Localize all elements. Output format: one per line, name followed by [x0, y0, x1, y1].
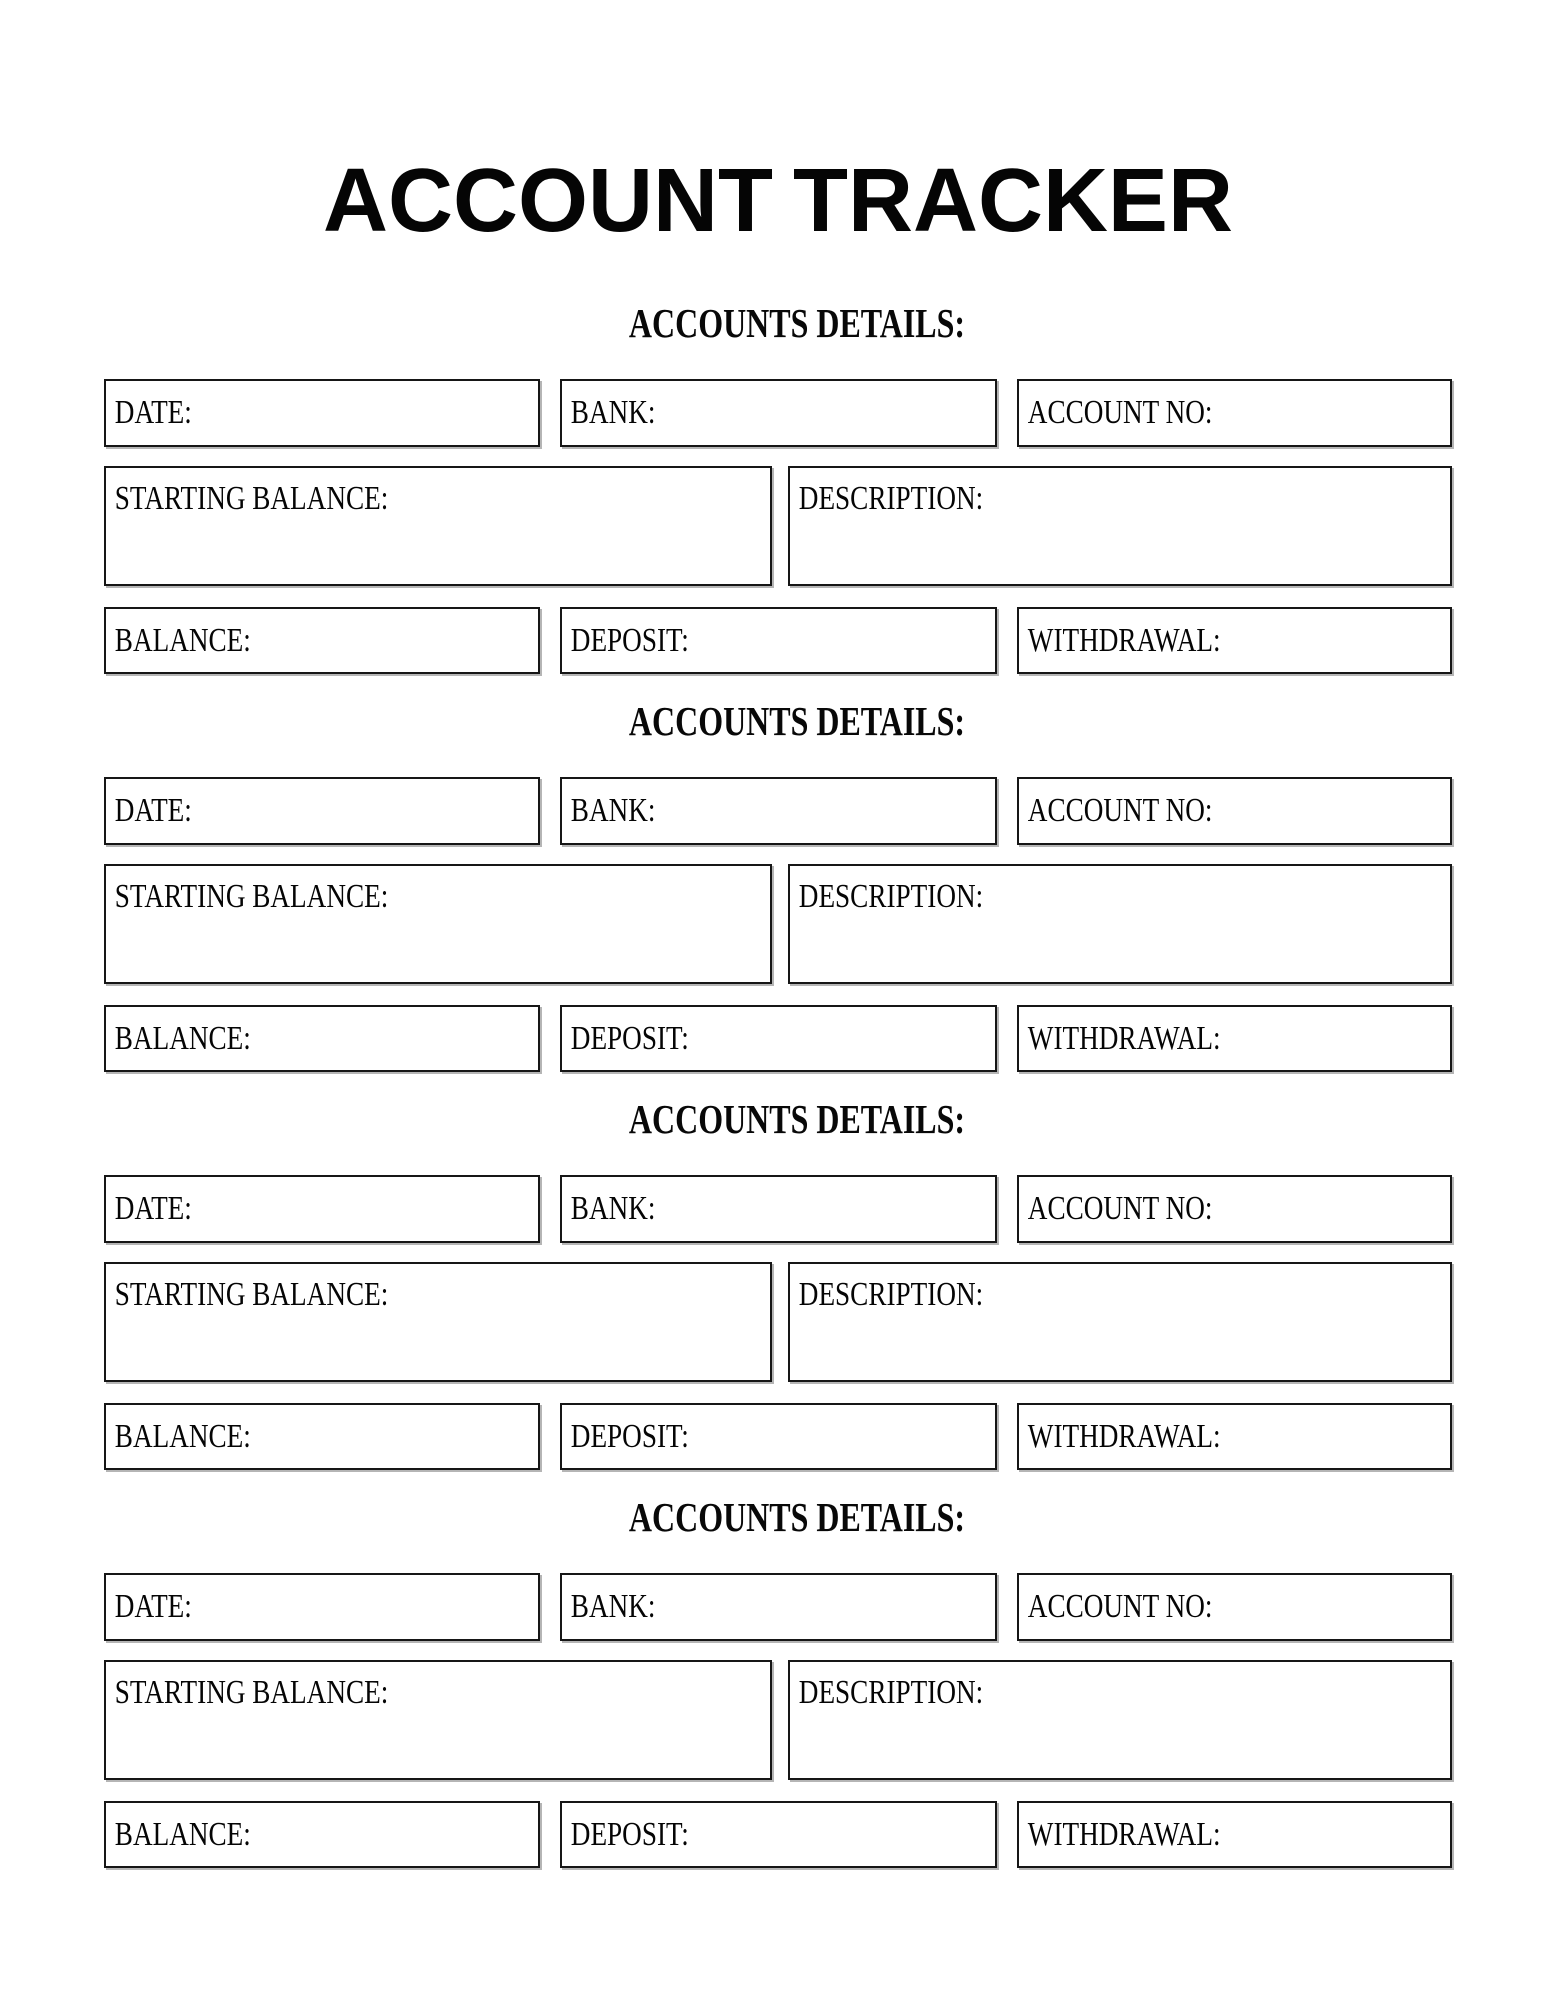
- withdrawal-field[interactable]: [1017, 1801, 1452, 1868]
- description-field[interactable]: [788, 1660, 1452, 1780]
- date-label: DATE:: [114, 394, 192, 431]
- account-no-label: ACCOUNT NO:: [1027, 394, 1213, 431]
- balance-label: BALANCE:: [114, 1019, 251, 1057]
- section-heading: ACCOUNTS DETAILS:: [628, 698, 966, 744]
- section-heading: ACCOUNTS DETAILS:: [628, 1494, 966, 1540]
- section-heading: ACCOUNTS DETAILS:: [628, 300, 966, 346]
- withdrawal-label: WITHDRAWAL:: [1027, 1815, 1221, 1853]
- balance-label: BALANCE:: [114, 1815, 251, 1853]
- account-no-label: ACCOUNT NO:: [1027, 792, 1213, 829]
- description-label: DESCRIPTION:: [798, 1674, 984, 1711]
- starting-balance-label: STARTING BALANCE:: [114, 1276, 389, 1313]
- page-title: ACCOUNT TRACKER: [323, 151, 1233, 251]
- balance-label: BALANCE:: [114, 1417, 251, 1455]
- section-heading: ACCOUNTS DETAILS:: [628, 1096, 966, 1142]
- bank-label: BANK:: [570, 1588, 656, 1625]
- withdrawal-label: WITHDRAWAL:: [1027, 1019, 1221, 1057]
- starting-balance-label: STARTING BALANCE:: [114, 878, 389, 915]
- deposit-label: DEPOSIT:: [570, 1019, 689, 1057]
- account-no-field[interactable]: [1017, 1573, 1452, 1641]
- account-details-section: [0, 398, 1545, 1057]
- description-label: DESCRIPTION:: [798, 480, 984, 517]
- date-label: DATE:: [114, 1190, 192, 1227]
- balance-field[interactable]: [104, 1801, 540, 1868]
- deposit-label: DEPOSIT:: [570, 1417, 689, 1455]
- starting-balance-label: STARTING BALANCE:: [114, 1674, 389, 1711]
- account-details-section: [0, 1194, 1545, 1853]
- deposit-field[interactable]: [560, 1801, 997, 1868]
- bank-label: BANK:: [570, 1190, 656, 1227]
- description-label: DESCRIPTION:: [798, 878, 984, 915]
- account-no-label: ACCOUNT NO:: [1027, 1190, 1213, 1227]
- account-details-section: [0, 0, 1545, 659]
- date-label: DATE:: [114, 792, 192, 829]
- starting-balance-field[interactable]: [104, 1660, 772, 1780]
- bank-label: BANK:: [570, 394, 656, 431]
- date-field[interactable]: [104, 1573, 540, 1641]
- date-label: DATE:: [114, 1588, 192, 1625]
- account-no-label: ACCOUNT NO:: [1027, 1588, 1213, 1625]
- description-label: DESCRIPTION:: [798, 1276, 984, 1313]
- withdrawal-label: WITHDRAWAL:: [1027, 621, 1221, 659]
- bank-label: BANK:: [570, 792, 656, 829]
- bank-field[interactable]: [560, 1573, 997, 1641]
- deposit-label: DEPOSIT:: [570, 1815, 689, 1853]
- starting-balance-label: STARTING BALANCE:: [114, 480, 389, 517]
- withdrawal-label: WITHDRAWAL:: [1027, 1417, 1221, 1455]
- deposit-label: DEPOSIT:: [570, 621, 689, 659]
- balance-label: BALANCE:: [114, 621, 251, 659]
- account-details-section: [0, 796, 1545, 1455]
